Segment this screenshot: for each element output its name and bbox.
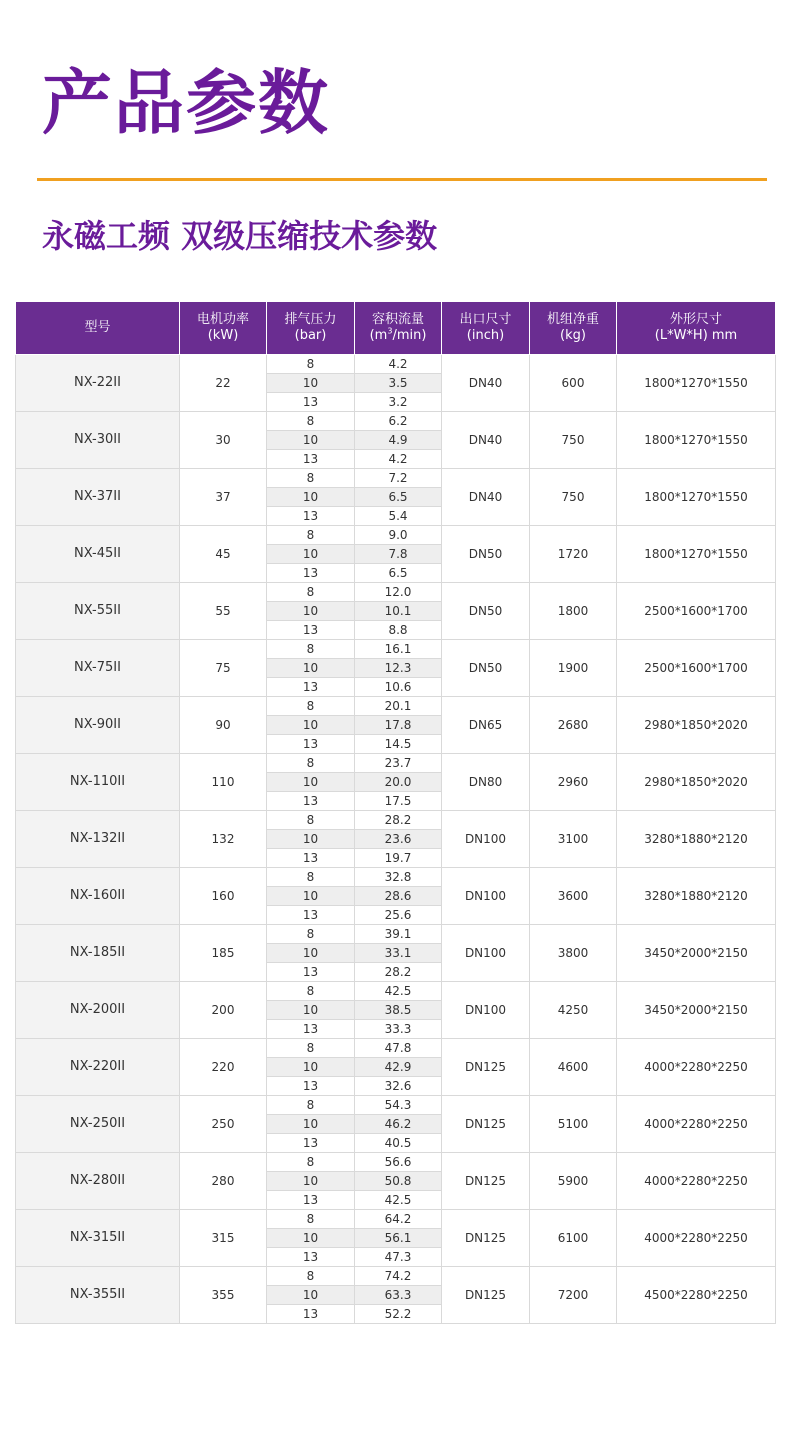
pressure-cell: 8: [267, 754, 355, 773]
table-row: [16, 469, 776, 488]
table-row: [16, 868, 776, 887]
table-row: [16, 811, 776, 830]
flow-cell: 32.6: [355, 1077, 442, 1096]
flow-cell: 47.8: [355, 1039, 442, 1058]
table-row: [16, 1096, 776, 1115]
flow-cell: 6.2: [355, 412, 442, 431]
weight-cell: 2680: [530, 697, 617, 754]
outlet-cell: DN100: [442, 868, 530, 925]
pressure-cell: 8: [267, 1039, 355, 1058]
outlet-cell: DN100: [442, 811, 530, 868]
dimensions-cell: 2500*1600*1700: [617, 640, 776, 697]
section-subtitle: 永磁工频 双级压缩技术参数: [42, 217, 438, 255]
pressure-cell: 10: [267, 887, 355, 906]
model-cell: NX-280II: [16, 1153, 180, 1210]
flow-cell: 17.8: [355, 716, 442, 735]
table-row: [16, 925, 776, 944]
table-row: [16, 1267, 776, 1286]
power-cell: 90: [180, 697, 267, 754]
model-cell: NX-185II: [16, 925, 180, 982]
flow-cell: 64.2: [355, 1210, 442, 1229]
flow-cell: 33.1: [355, 944, 442, 963]
model-cell: NX-45II: [16, 526, 180, 583]
model-cell: NX-90II: [16, 697, 180, 754]
header-outlet-size: 出口尺寸 (inch): [442, 302, 530, 355]
pressure-cell: 13: [267, 963, 355, 982]
flow-cell: 38.5: [355, 1001, 442, 1020]
flow-cell: 50.8: [355, 1172, 442, 1191]
flow-cell: 20.0: [355, 773, 442, 792]
pressure-cell: 8: [267, 1096, 355, 1115]
pressure-cell: 10: [267, 431, 355, 450]
header-motor-power: 电机功率 (kW): [180, 302, 267, 355]
flow-cell: 6.5: [355, 564, 442, 583]
pressure-cell: 10: [267, 1286, 355, 1305]
power-cell: 30: [180, 412, 267, 469]
dimensions-cell: 4000*2280*2250: [617, 1153, 776, 1210]
power-cell: 55: [180, 583, 267, 640]
pressure-cell: 8: [267, 1210, 355, 1229]
outlet-cell: DN80: [442, 754, 530, 811]
title-divider: [37, 178, 767, 181]
power-cell: 160: [180, 868, 267, 925]
pressure-cell: 8: [267, 583, 355, 602]
pressure-cell: 10: [267, 773, 355, 792]
pressure-cell: 13: [267, 1191, 355, 1210]
flow-cell: 14.5: [355, 735, 442, 754]
flow-cell: 5.4: [355, 507, 442, 526]
pressure-cell: 8: [267, 469, 355, 488]
pressure-cell: 10: [267, 1001, 355, 1020]
flow-cell: 28.2: [355, 811, 442, 830]
dimensions-cell: 3450*2000*2150: [617, 925, 776, 982]
table-row: [16, 982, 776, 1001]
spec-table: [15, 301, 776, 1324]
flow-cell: 28.6: [355, 887, 442, 906]
pressure-cell: 13: [267, 507, 355, 526]
table-row: [16, 1153, 776, 1172]
pressure-cell: 13: [267, 1020, 355, 1039]
weight-cell: 5900: [530, 1153, 617, 1210]
flow-cell: 32.8: [355, 868, 442, 887]
weight-cell: 1900: [530, 640, 617, 697]
table-header-row: [16, 302, 776, 355]
flow-cell: 10.1: [355, 602, 442, 621]
header-net-weight: 机组净重 (kg): [530, 302, 617, 355]
table-row: [16, 640, 776, 659]
dimensions-cell: 1800*1270*1550: [617, 469, 776, 526]
weight-cell: 1720: [530, 526, 617, 583]
pressure-cell: 8: [267, 925, 355, 944]
flow-cell: 28.2: [355, 963, 442, 982]
table-row: [16, 412, 776, 431]
flow-cell: 6.5: [355, 488, 442, 507]
flow-cell: 19.7: [355, 849, 442, 868]
outlet-cell: DN100: [442, 982, 530, 1039]
table-row: [16, 697, 776, 716]
weight-cell: 7200: [530, 1267, 617, 1324]
table-row: [16, 526, 776, 545]
pressure-cell: 10: [267, 716, 355, 735]
pressure-cell: 13: [267, 678, 355, 697]
dimensions-cell: 3280*1880*2120: [617, 868, 776, 925]
weight-cell: 600: [530, 355, 617, 412]
pressure-cell: 8: [267, 982, 355, 1001]
pressure-cell: 13: [267, 564, 355, 583]
dimensions-cell: 1800*1270*1550: [617, 526, 776, 583]
model-cell: NX-110II: [16, 754, 180, 811]
weight-cell: 4250: [530, 982, 617, 1039]
flow-cell: 17.5: [355, 792, 442, 811]
flow-cell: 7.2: [355, 469, 442, 488]
outlet-cell: DN125: [442, 1039, 530, 1096]
dimensions-cell: 4500*2280*2250: [617, 1267, 776, 1324]
power-cell: 250: [180, 1096, 267, 1153]
flow-cell: 20.1: [355, 697, 442, 716]
model-cell: NX-355II: [16, 1267, 180, 1324]
pressure-cell: 8: [267, 1267, 355, 1286]
flow-cell: 25.6: [355, 906, 442, 925]
header-dimensions: 外形尺寸 (L*W*H) mm: [617, 302, 776, 355]
pressure-cell: 13: [267, 1077, 355, 1096]
pressure-cell: 8: [267, 526, 355, 545]
flow-cell: 8.8: [355, 621, 442, 640]
pressure-cell: 10: [267, 1115, 355, 1134]
flow-cell: 39.1: [355, 925, 442, 944]
pressure-cell: 10: [267, 830, 355, 849]
dimensions-cell: 4000*2280*2250: [617, 1210, 776, 1267]
outlet-cell: DN40: [442, 469, 530, 526]
table-row: [16, 355, 776, 374]
header-discharge-pressure: 排气压力 (bar): [267, 302, 355, 355]
pressure-cell: 10: [267, 545, 355, 564]
model-cell: NX-250II: [16, 1096, 180, 1153]
pressure-cell: 13: [267, 621, 355, 640]
outlet-cell: DN40: [442, 355, 530, 412]
flow-cell: 52.2: [355, 1305, 442, 1324]
header-model: 型号: [16, 302, 180, 355]
power-cell: 280: [180, 1153, 267, 1210]
pressure-cell: 13: [267, 849, 355, 868]
dimensions-cell: 3280*1880*2120: [617, 811, 776, 868]
table-row: [16, 1210, 776, 1229]
dimensions-cell: 4000*2280*2250: [617, 1039, 776, 1096]
weight-cell: 750: [530, 412, 617, 469]
flow-cell: 46.2: [355, 1115, 442, 1134]
flow-cell: 40.5: [355, 1134, 442, 1153]
flow-cell: 42.5: [355, 1191, 442, 1210]
pressure-cell: 8: [267, 697, 355, 716]
power-cell: 45: [180, 526, 267, 583]
flow-cell: 56.1: [355, 1229, 442, 1248]
flow-cell: 4.2: [355, 355, 442, 374]
power-cell: 220: [180, 1039, 267, 1096]
table-row: [16, 1039, 776, 1058]
dimensions-cell: 4000*2280*2250: [617, 1096, 776, 1153]
weight-cell: 6100: [530, 1210, 617, 1267]
model-cell: NX-220II: [16, 1039, 180, 1096]
weight-cell: 5100: [530, 1096, 617, 1153]
weight-cell: 3600: [530, 868, 617, 925]
flow-cell: 23.6: [355, 830, 442, 849]
flow-cell: 10.6: [355, 678, 442, 697]
flow-cell: 3.5: [355, 374, 442, 393]
flow-cell: 4.2: [355, 450, 442, 469]
outlet-cell: DN50: [442, 526, 530, 583]
pressure-cell: 10: [267, 1058, 355, 1077]
weight-cell: 1800: [530, 583, 617, 640]
outlet-cell: DN125: [442, 1267, 530, 1324]
outlet-cell: DN125: [442, 1153, 530, 1210]
outlet-cell: DN125: [442, 1210, 530, 1267]
power-cell: 37: [180, 469, 267, 526]
weight-cell: 3100: [530, 811, 617, 868]
model-cell: NX-200II: [16, 982, 180, 1039]
pressure-cell: 10: [267, 944, 355, 963]
power-cell: 22: [180, 355, 267, 412]
table-row: [16, 754, 776, 773]
flow-cell: 12.0: [355, 583, 442, 602]
flow-cell: 4.9: [355, 431, 442, 450]
flow-cell: 42.5: [355, 982, 442, 1001]
flow-cell: 47.3: [355, 1248, 442, 1267]
pressure-cell: 8: [267, 1153, 355, 1172]
flow-cell: 74.2: [355, 1267, 442, 1286]
dimensions-cell: 2980*1850*2020: [617, 754, 776, 811]
outlet-cell: DN40: [442, 412, 530, 469]
power-cell: 315: [180, 1210, 267, 1267]
pressure-cell: 10: [267, 602, 355, 621]
flow-cell: 63.3: [355, 1286, 442, 1305]
table-body: [16, 355, 776, 1324]
weight-cell: 3800: [530, 925, 617, 982]
flow-cell: 23.7: [355, 754, 442, 773]
outlet-cell: DN125: [442, 1096, 530, 1153]
power-cell: 200: [180, 982, 267, 1039]
power-cell: 110: [180, 754, 267, 811]
pressure-cell: 10: [267, 1172, 355, 1191]
flow-cell: 7.8: [355, 545, 442, 564]
weight-cell: 4600: [530, 1039, 617, 1096]
model-cell: NX-30II: [16, 412, 180, 469]
power-cell: 132: [180, 811, 267, 868]
model-cell: NX-55II: [16, 583, 180, 640]
model-cell: NX-37II: [16, 469, 180, 526]
pressure-cell: 10: [267, 659, 355, 678]
dimensions-cell: 3450*2000*2150: [617, 982, 776, 1039]
dimensions-cell: 1800*1270*1550: [617, 412, 776, 469]
pressure-cell: 10: [267, 1229, 355, 1248]
outlet-cell: DN65: [442, 697, 530, 754]
dimensions-cell: 2500*1600*1700: [617, 583, 776, 640]
power-cell: 355: [180, 1267, 267, 1324]
model-cell: NX-160II: [16, 868, 180, 925]
power-cell: 185: [180, 925, 267, 982]
outlet-cell: DN100: [442, 925, 530, 982]
pressure-cell: 13: [267, 1248, 355, 1267]
pressure-cell: 13: [267, 906, 355, 925]
flow-cell: 42.9: [355, 1058, 442, 1077]
pressure-cell: 13: [267, 450, 355, 469]
pressure-cell: 10: [267, 374, 355, 393]
pressure-cell: 13: [267, 735, 355, 754]
flow-cell: 56.6: [355, 1153, 442, 1172]
flow-cell: 3.2: [355, 393, 442, 412]
flow-cell: 16.1: [355, 640, 442, 659]
page-title: 产品参数: [42, 62, 330, 144]
dimensions-cell: 1800*1270*1550: [617, 355, 776, 412]
pressure-cell: 10: [267, 488, 355, 507]
header-volume-flow: 容积流量 $(m^3/\min)$: [355, 302, 442, 355]
power-cell: 75: [180, 640, 267, 697]
pressure-cell: 8: [267, 640, 355, 659]
model-cell: NX-315II: [16, 1210, 180, 1267]
pressure-cell: 8: [267, 355, 355, 374]
flow-cell: 54.3: [355, 1096, 442, 1115]
pressure-cell: 13: [267, 1134, 355, 1153]
model-cell: NX-75II: [16, 640, 180, 697]
pressure-cell: 13: [267, 393, 355, 412]
weight-cell: 750: [530, 469, 617, 526]
model-cell: NX-132II: [16, 811, 180, 868]
pressure-cell: 8: [267, 868, 355, 887]
outlet-cell: DN50: [442, 640, 530, 697]
flow-cell: 9.0: [355, 526, 442, 545]
outlet-cell: DN50: [442, 583, 530, 640]
flow-cell: 12.3: [355, 659, 442, 678]
table-row: [16, 583, 776, 602]
pressure-cell: 8: [267, 811, 355, 830]
flow-cell: 33.3: [355, 1020, 442, 1039]
pressure-cell: 13: [267, 1305, 355, 1324]
weight-cell: 2960: [530, 754, 617, 811]
pressure-cell: 8: [267, 412, 355, 431]
model-cell: NX-22II: [16, 355, 180, 412]
pressure-cell: 13: [267, 792, 355, 811]
dimensions-cell: 2980*1850*2020: [617, 697, 776, 754]
